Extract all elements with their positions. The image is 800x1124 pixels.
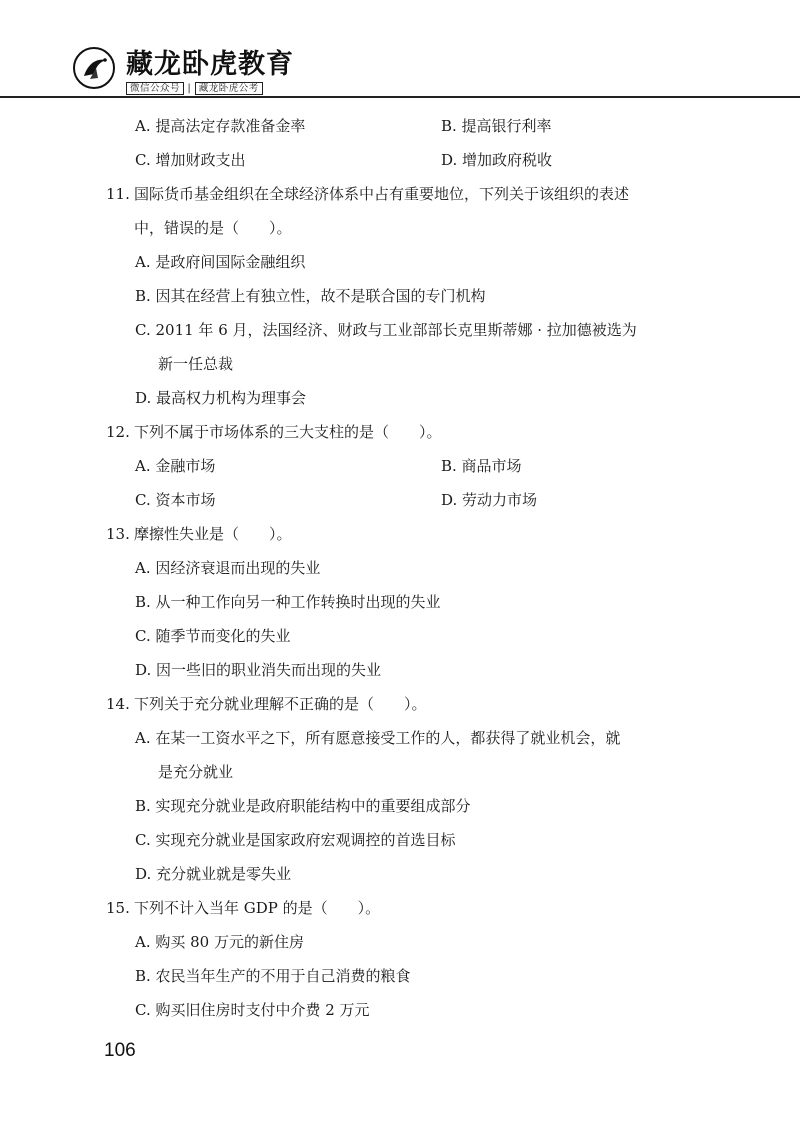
- q15-option-c: C. 购买旧住房时支付中介费 2 万元: [135, 1001, 370, 1019]
- q11-option-c-cont: 新一任总裁: [158, 355, 234, 373]
- q11-option-d: D. 最高权力机构为理事会: [135, 389, 307, 407]
- q12-option-a: A. 金融市场: [135, 457, 216, 475]
- q10-option-a: A. 提高法定存款准备金率: [135, 117, 306, 135]
- crane-logo-icon: [72, 46, 116, 90]
- option-row: [0, 449, 800, 483]
- subtitle-left: 微信公众号: [126, 82, 184, 95]
- question-11-stem-cont: 中，错误的是（ ）。: [134, 219, 292, 237]
- q10-option-b: B. 提高银行利率: [441, 117, 552, 135]
- q10-option-c: C. 增加财政支出: [135, 151, 246, 169]
- q12-option-d: D. 劳动力市场: [441, 491, 538, 509]
- question-14-stem: [0, 687, 800, 721]
- question-number: 13.: [106, 525, 130, 543]
- question-number: 15.: [106, 899, 130, 917]
- brand-subtitle: [126, 80, 263, 94]
- q14-option-a-cont: 是充分就业: [158, 763, 234, 781]
- brand-name: 藏龙卧虎教育: [126, 49, 294, 80]
- q13-option-b: B. 从一种工作向另一种工作转换时出现的失业: [135, 593, 441, 611]
- q13-option-c: C. 随季节而变化的失业: [135, 627, 291, 645]
- header-divider: [0, 96, 800, 98]
- q14-option-d: D. 充分就业就是零失业: [135, 865, 292, 883]
- q14-option-b: B. 实现充分就业是政府职能结构中的重要组成部分: [135, 797, 471, 815]
- subtitle-right: 藏龙卧虎公考: [195, 82, 263, 95]
- q10-option-d: D. 增加政府税收: [441, 151, 553, 169]
- question-11-stem: [0, 177, 800, 211]
- question-13-stem: [0, 517, 800, 551]
- question-text: 国际货币基金组织在全球经济体系中占有重要地位，下列关于该组织的表述: [134, 185, 630, 203]
- q15-option-b: B. 农民当年生产的不用于自己消费的粮食: [135, 967, 411, 985]
- question-text: 下列关于充分就业理解不正确的是（ ）。: [134, 695, 427, 713]
- question-text: 下列不计入当年 GDP 的是（ ）。: [134, 899, 381, 917]
- q12-option-b: B. 商品市场: [441, 457, 522, 475]
- q15-option-a: A. 购买 80 万元的新住房: [135, 933, 304, 951]
- question-text: 下列不属于市场体系的三大支柱的是（ ）。: [134, 423, 442, 441]
- question-15-stem: [0, 891, 800, 925]
- q14-option-c: C. 实现充分就业是国家政府宏观调控的首选目标: [135, 831, 456, 849]
- option-row: [0, 109, 800, 143]
- question-text: 摩擦性失业是（ ）。: [134, 525, 292, 543]
- question-number: 14.: [106, 695, 130, 713]
- q11-option-b: B. 因其在经营上有独立性，故不是联合国的专门机构: [135, 287, 486, 305]
- q13-option-a: A. 因经济衰退而出现的失业: [135, 559, 321, 577]
- option-row: [0, 483, 800, 517]
- question-number: 12.: [106, 423, 130, 441]
- question-number: 11.: [106, 185, 130, 203]
- page-number: 106: [104, 1040, 136, 1061]
- q13-option-d: D. 因一些旧的职业消失而出现的失业: [135, 661, 382, 679]
- question-list: [0, 109, 800, 1027]
- q11-option-c: C. 2011 年 6 月，法国经济、财政与工业部部长克里斯蒂娜 · 拉加德被选为: [135, 321, 637, 339]
- q12-option-c: C. 资本市场: [135, 491, 216, 509]
- page-header: [0, 0, 800, 98]
- subtitle-separator: |: [184, 83, 195, 94]
- q11-option-a: A. 是政府间国际金融组织: [135, 253, 306, 271]
- option-row: [0, 143, 800, 177]
- question-12-stem: [0, 415, 800, 449]
- q14-option-a: A. 在某一工资水平之下，所有愿意接受工作的人，都获得了就业机会，就: [135, 729, 621, 747]
